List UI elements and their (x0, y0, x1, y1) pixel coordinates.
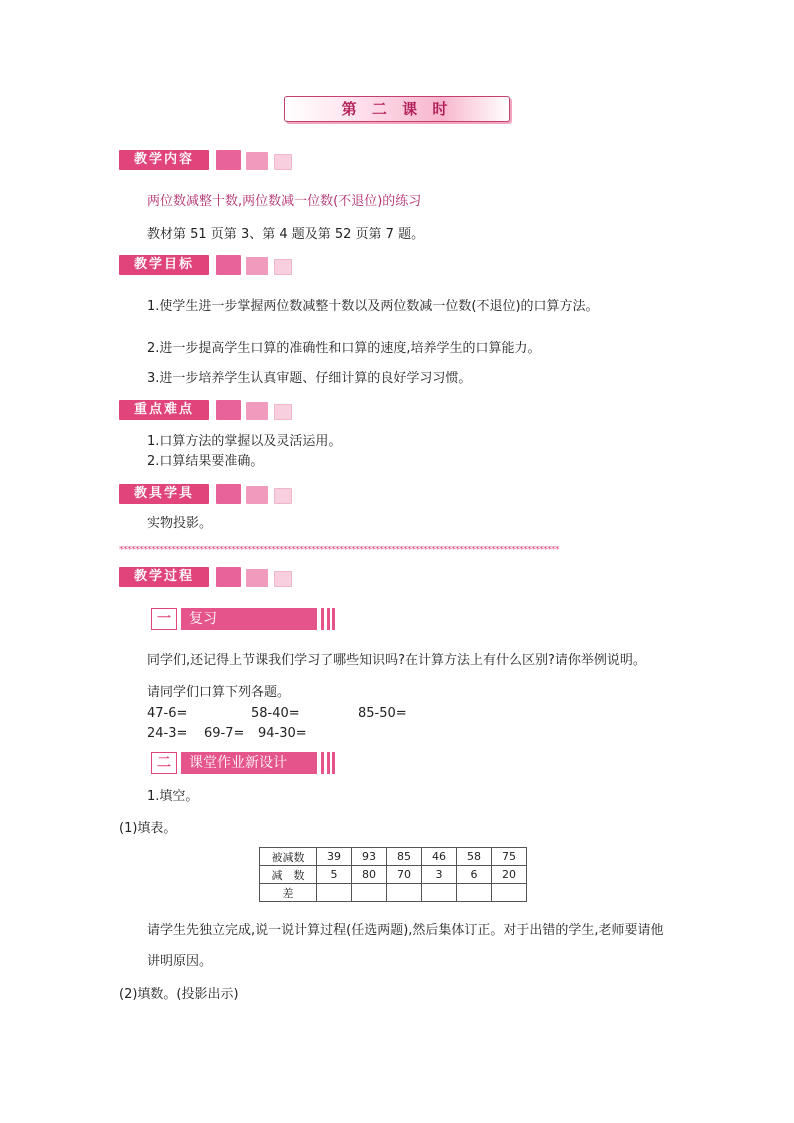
decor-square (246, 257, 268, 275)
exercise-item: 85-50= (358, 706, 407, 721)
decor-square (246, 569, 268, 587)
table-cell (317, 884, 352, 902)
review-prompt: 请同学们口算下列各题。 (147, 685, 291, 700)
note-line: 讲明原因。 (147, 954, 213, 969)
table-cell: 75 (492, 848, 527, 866)
decor-square (216, 567, 241, 587)
table-row (260, 884, 527, 902)
row-header: 减 数 (260, 866, 317, 884)
goal-item: 1.使学生进一步掌握两位数减整十数以及两位数减一位数(不退位)的口算方法。 (147, 299, 599, 314)
table-cell (352, 884, 387, 902)
section-label: 教学过程 (119, 567, 209, 587)
step-header-review (151, 608, 335, 630)
step-label: 复习 (181, 608, 317, 630)
section-label: 教学目标 (119, 255, 209, 275)
decor-square (274, 259, 292, 275)
step-header-classwork (151, 752, 335, 774)
decor-square (216, 400, 241, 420)
exercise-item: 47-6= (147, 706, 188, 721)
decor-square (216, 255, 241, 275)
row-header: 被减数 (260, 848, 317, 866)
decor-square (246, 152, 268, 170)
table-cell (422, 884, 457, 902)
decor-square (246, 402, 268, 420)
key-point-item: 1.口算方法的掌握以及灵活运用。 (147, 434, 342, 449)
exercise-item: 94-30= (258, 726, 307, 741)
task-title: 1.填空。 (147, 789, 199, 804)
section-label: 教学内容 (119, 150, 209, 170)
subtraction-table (259, 847, 527, 902)
table-row (260, 848, 527, 866)
review-intro: 同学们,还记得上节课我们学习了哪些知识吗?在计算方法上有什么区别?请你举例说明。 (147, 653, 646, 668)
table-cell: 46 (422, 848, 457, 866)
decor-square (216, 150, 241, 170)
table-cell: 85 (387, 848, 422, 866)
goal-item: 3.进一步培养学生认真审题、仔细计算的良好学习习惯。 (147, 371, 472, 386)
table-cell: 58 (457, 848, 492, 866)
table-cell: 6 (457, 866, 492, 884)
decor-square (216, 484, 241, 504)
key-point-item: 2.口算结果要准确。 (147, 454, 264, 469)
lesson-title: 第 二 课 时 (284, 96, 510, 122)
step-label: 课堂作业新设计 (181, 752, 317, 774)
table-cell: 20 (492, 866, 527, 884)
decor-square (246, 486, 268, 504)
sub-task-2: (2)填数。(投影出示) (119, 987, 239, 1002)
note-line: 请学生先独立完成,说一说计算过程(任选两题),然后集体订正。对于出错的学生,老师要请他 (147, 923, 664, 938)
exercise-item: 58-40= (251, 706, 300, 721)
star-divider: ************************************************************************************************************** (119, 546, 559, 554)
decor-square (274, 571, 292, 587)
decor-square (274, 488, 292, 504)
table-cell (492, 884, 527, 902)
table-cell: 3 (422, 866, 457, 884)
exercise-item: 24-3= (147, 726, 188, 741)
table-cell: 70 (387, 866, 422, 884)
exercise-item: 69-7= (204, 726, 245, 741)
step-number: 一 (151, 608, 177, 630)
section-label: 重点难点 (119, 400, 209, 420)
table-cell: 5 (317, 866, 352, 884)
table-row (260, 866, 527, 884)
table-cell: 39 (317, 848, 352, 866)
table-cell: 93 (352, 848, 387, 866)
tools-text: 实物投影。 (147, 516, 213, 531)
table-cell (457, 884, 492, 902)
row-header: 差 (260, 884, 317, 902)
content-subtitle: 两位数减整十数,两位数减一位数(不退位)的练习 (147, 194, 422, 209)
content-text: 教材第 51 页第 3、第 4 题及第 52 页第 7 题。 (147, 227, 425, 242)
step-number: 二 (151, 752, 177, 774)
sub-task-1: (1)填表。 (119, 821, 177, 836)
table-cell: 80 (352, 866, 387, 884)
goal-item: 2.进一步提高学生口算的准确性和口算的速度,培养学生的口算能力。 (147, 341, 541, 356)
table-cell (387, 884, 422, 902)
decor-square (274, 154, 292, 170)
decor-square (274, 404, 292, 420)
section-label: 教具学具 (119, 484, 209, 504)
